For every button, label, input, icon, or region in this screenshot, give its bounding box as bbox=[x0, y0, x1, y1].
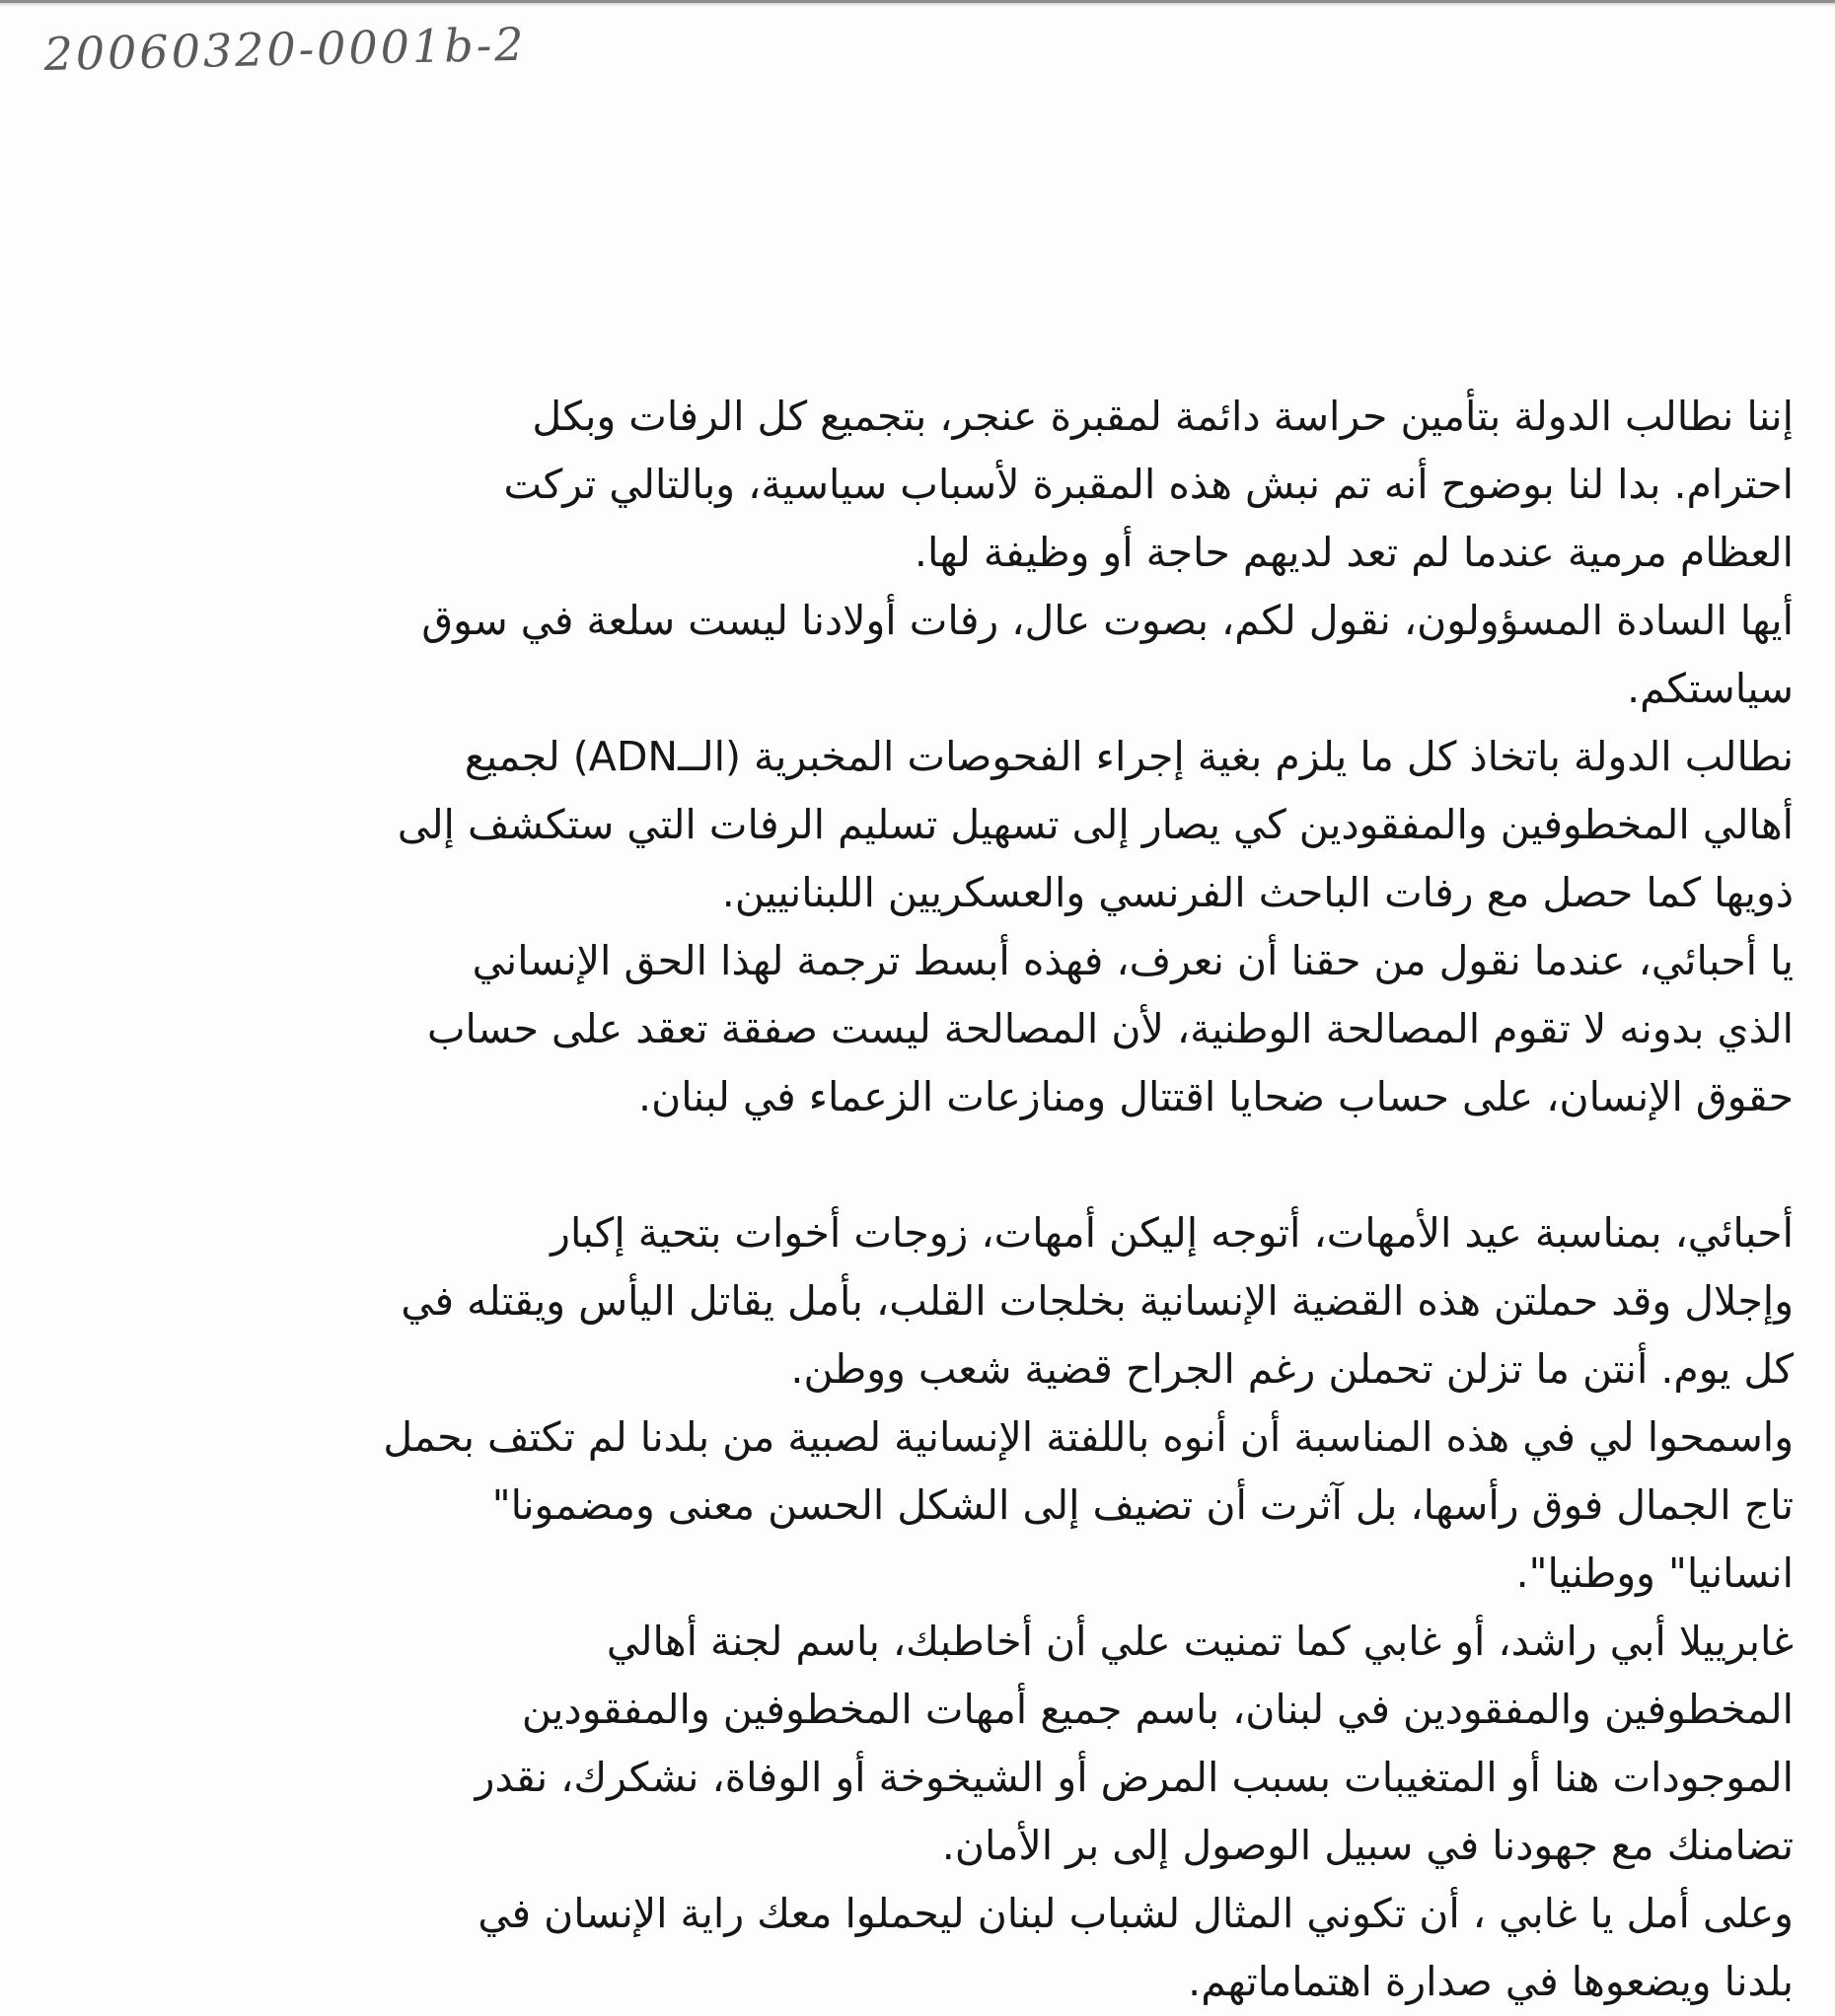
text-line: المخطوفين والمفقودين في لبنان، باسم جميع أمهات المخطوفين والمفقودين bbox=[521, 1686, 1794, 1733]
text-line: ذويها كما حصل مع رفات الباحث الفرنسي والعسكريين اللبنانيين. bbox=[721, 869, 1794, 916]
text-line: كل يوم. أنتن ما تزلن تحملن رغم الجراح قضية شعب ووطن. bbox=[790, 1345, 1794, 1393]
text-line: إننا نطالب الدولة بتأمين حراسة دائمة لمقبرة عنجر، بتجميع كل الرفات وبكل bbox=[532, 393, 1794, 440]
text-line: الموجودات هنا أو المتغيبات بسبب المرض أو الشيخوخة أو الوفاة، نشكرك، نقدر bbox=[475, 1754, 1794, 1801]
text-line: الذي بدونه لا تقوم المصالحة الوطنية، لأن المصالحة ليست صفقة تعقد على حساب bbox=[426, 1005, 1794, 1052]
text-line: أهالي المخطوفين والمفقودين كي يصار إلى تسهيل تسليم الرفات التي ستكشف إلى bbox=[397, 801, 1794, 848]
text-line: بلدنا ويضعوها في صدارة اهتماماتهم. bbox=[1188, 1958, 1794, 2005]
text-line: سياستكم. bbox=[1627, 665, 1794, 712]
text-line: انسانيا" ووطنيا". bbox=[1515, 1549, 1794, 1597]
scan-edge-shadow bbox=[0, 3, 1835, 7]
text-line: أحبائي، بمناسبة عيد الأمهات، أتوجه إليكن أمهات، زوجات أخوات بتحية إكبار bbox=[550, 1209, 1794, 1257]
letter-body bbox=[296, 383, 1794, 2016]
text-line: وعلى أمل يا غابي ، أن تكوني المثال لشباب لبنان ليحملوا معك راية الإنسان في bbox=[477, 1890, 1794, 1937]
handwritten-archive-id: 20060320-0001b-2 bbox=[43, 17, 528, 81]
text-line: واسمحوا لي في هذه المناسبة أن أنوه باللفتة الإنسانية لصبية من بلدنا لم تكتف بحمل bbox=[383, 1413, 1794, 1461]
text-line: العظام مرمية عندما لم تعد لديهم حاجة أو وظيفة لها. bbox=[914, 529, 1794, 576]
text-line: حقوق الإنسان، على حساب ضحايا اقتتال ومنازعات الزعماء في لبنان. bbox=[638, 1073, 1794, 1120]
text-line: غابرييلا أبي راشد، أو غابي كما تمنيت علي أن أخاطبك، باسم لجنة أهالي bbox=[606, 1618, 1794, 1665]
paragraph-gap bbox=[296, 1131, 1794, 1199]
text-line: أيها السادة المسؤولون، نقول لكم، بصوت عال، رفات أولادنا ليست سلعة في سوق bbox=[421, 597, 1794, 644]
text-line: تضامنك مع جهودنا في سبيل الوصول إلى بر الأمان. bbox=[941, 1822, 1794, 1869]
text-line: تاج الجمال فوق رأسها، بل آثرت أن تضيف إلى الشكل الحسن معنى ومضمونا" bbox=[491, 1481, 1794, 1529]
text-line: وإجلال وقد حملتن هذه القضية الإنسانية بخلجات القلب، بأمل يقاتل اليأس ويقتله في bbox=[401, 1277, 1794, 1325]
text-line: يا أحبائي، عندما نقول من حقنا أن نعرف، فهذه أبسط ترجمة لهذا الحق الإنساني bbox=[472, 937, 1794, 984]
text-line: نطالب الدولة باتخاذ كل ما يلزم بغية إجراء الفحوصات المخبرية (الــADN) لجميع bbox=[464, 733, 1794, 780]
text-line: احترام. بدا لنا بوضوح أنه تم نبش هذه المقبرة لأسباب سياسية، وبالتالي تركت bbox=[503, 461, 1794, 508]
